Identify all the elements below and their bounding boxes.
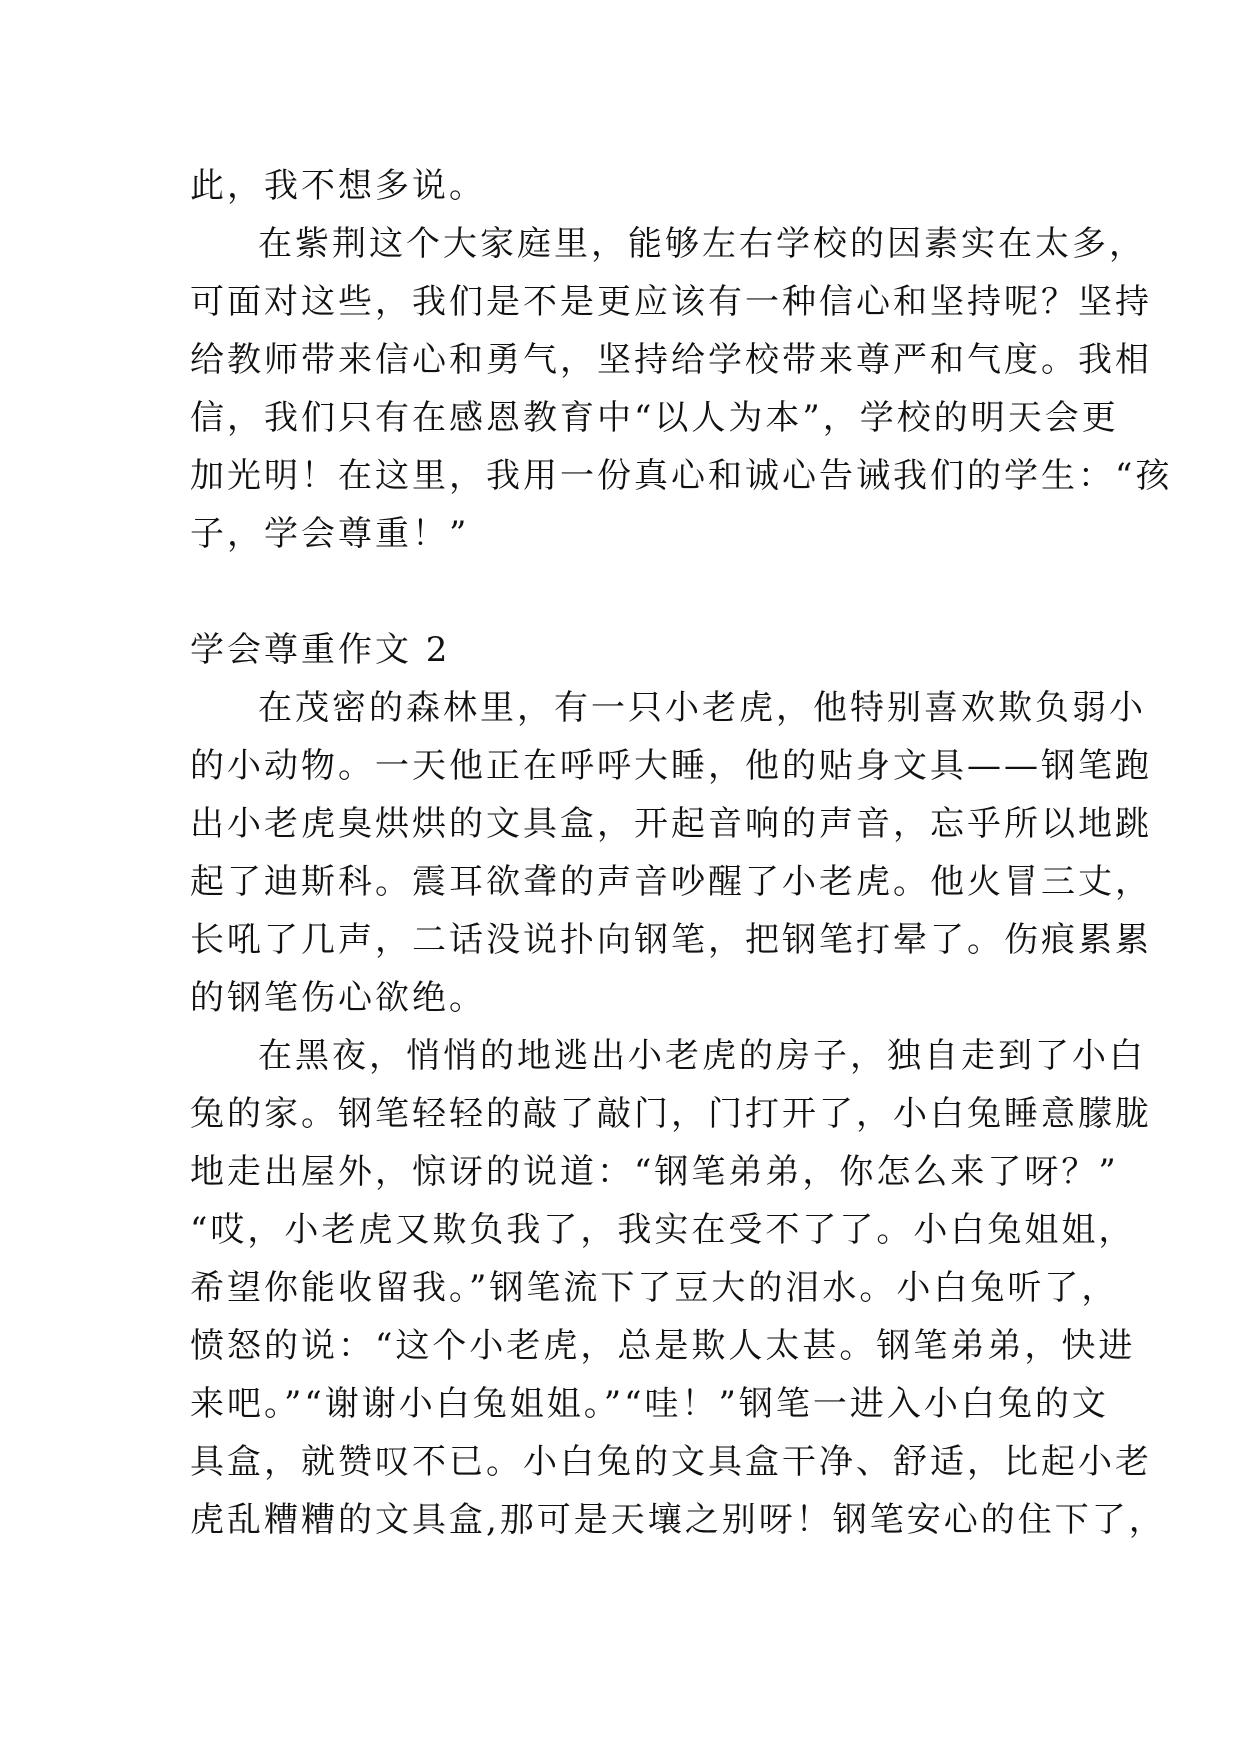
- paragraph-line: 的小动物。一天他正在呼呼大睡，他的贴身文具——钢笔跑: [190, 746, 1152, 786]
- paragraph-line: 子，学会尊重！”: [190, 514, 470, 554]
- paragraph-line: 长吼了几声，二话没说扑向钢笔，把钢笔打晕了。伤痕累累: [190, 920, 1152, 960]
- document-body: [190, 157, 1173, 1549]
- paragraph-line: 可面对这些，我们是不是更应该有一种信心和坚持呢？坚持: [190, 282, 1152, 322]
- paragraph-line: 在紫荆这个大家庭里，能够左右学校的因素实在太多，: [258, 224, 1146, 264]
- paragraph-line: 来吧。”“谢谢小白兔姐姐。”“哇！”钢笔一进入小白兔的文: [190, 1384, 1109, 1424]
- paragraph-line: 虎乱糟糟的文具盒,那可是天壤之别呀！钢笔安心的住下了，: [190, 1500, 1166, 1540]
- paragraph-line: 在茂密的森林里，有一只小老虎，他特别喜欢欺负弱小: [258, 688, 1146, 728]
- paragraph-line: 具盒，就赞叹不已。小白兔的文具盒干净、舒适，比起小老: [190, 1442, 1152, 1482]
- paragraph-line: 在黑夜，悄悄的地逃出小老虎的房子，独自走到了小白: [258, 1036, 1146, 1076]
- paragraph-line: 起了迪斯科。震耳欲聋的声音吵醒了小老虎。他火冒三丈，: [190, 862, 1152, 902]
- paragraph-line: 兔的家。钢笔轻轻的敲了敲门，门打开了，小白兔睡意朦胧: [190, 1094, 1152, 1134]
- paragraph-line: 出小老虎臭烘烘的文具盒，开起音响的声音，忘乎所以地跳: [190, 804, 1152, 844]
- paragraph-line: “哎，小老虎又欺负我了，我实在受不了了。小白兔姐姐，: [190, 1210, 1136, 1250]
- paragraph-line: 信，我们只有在感恩教育中“以人为本”，学校的明天会更: [190, 398, 1119, 438]
- paragraph-line: 地走出屋外，惊讶的说道：“钢笔弟弟，你怎么来了呀？”: [190, 1152, 1119, 1192]
- section-title: 学会尊重作文 2: [190, 630, 451, 670]
- paragraph-line: 的钢笔伤心欲绝。: [190, 978, 486, 1018]
- paragraph-line: 愤怒的说：“这个小老虎，总是欺人太甚。钢笔弟弟，快进: [190, 1326, 1136, 1366]
- paragraph-line: 加光明！在这里，我用一份真心和诚心告诫我们的学生：“孩: [190, 456, 1173, 496]
- paragraph-line: 此，我不想多说。: [190, 166, 486, 206]
- paragraph-line: 希望你能收留我。”钢笔流下了豆大的泪水。小白兔听了，: [190, 1268, 1119, 1308]
- paragraph-line: 给教师带来信心和勇气，坚持给学校带来尊严和气度。我相: [190, 340, 1152, 380]
